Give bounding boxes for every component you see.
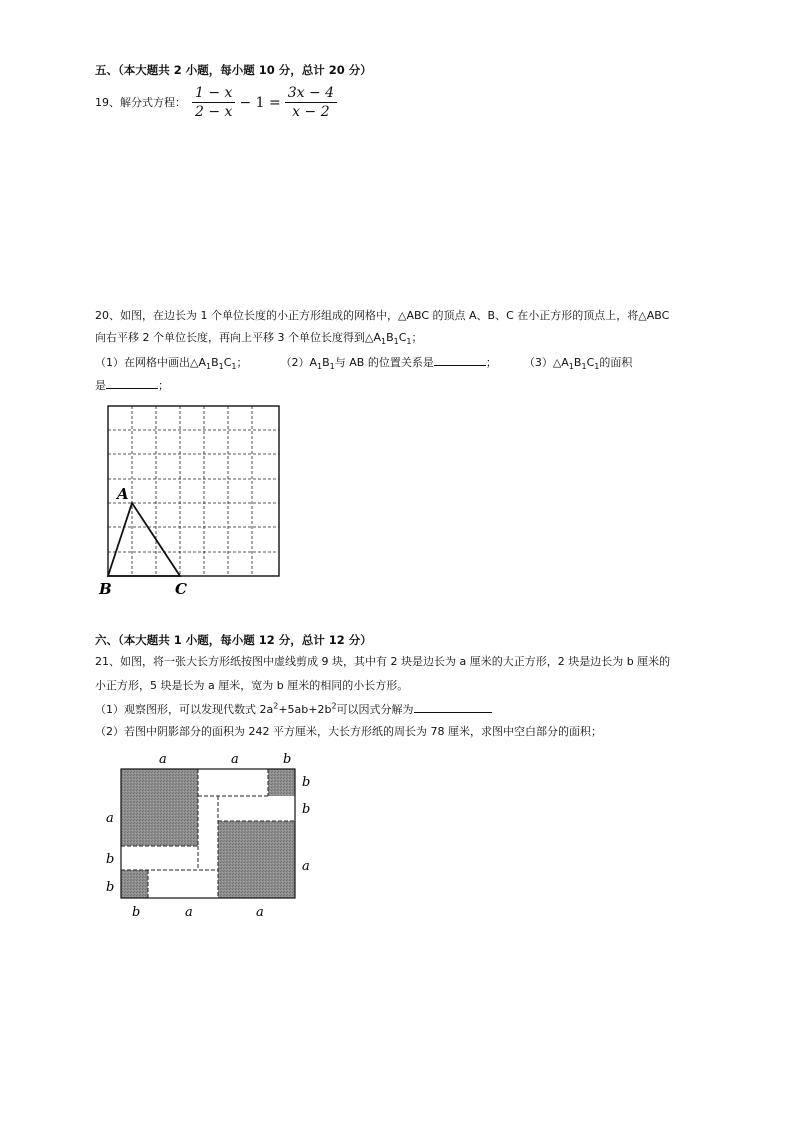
q20-line-2: 向右平移 2 个单位长度，再向上平移 3 个单位长度得到$\triangle A_1B_1C_1$；: [95, 331, 423, 347]
shaded-square-b-bottom: [121, 870, 148, 898]
q21-line-1: 21、如图，将一张大长方形纸按图中虚线剪成 9 块，其中有 2 块是边长为 a 厘米的大正方形，2 块是边长为 b 厘米的: [95, 655, 671, 668]
q20-parts-line: [95, 355, 632, 370]
question-19: [95, 86, 337, 119]
q21-line-2: 小正方形，5 块是长为 a 厘米，宽为 b 厘米的相同的小长方形。: [95, 679, 409, 692]
q20-part-3: $(3)\triangle A_1B_1C_1$的面积: [523, 356, 633, 372]
q20-part-2: $(2)A_1B_1$与 AB 的位置关系是 ；: [280, 356, 497, 372]
shaded-square-a-left: [121, 769, 198, 846]
label-right-b1: b: [302, 775, 311, 790]
q19-minus-one: − 1 =: [239, 94, 281, 111]
q20-line-4: 是 ；: [95, 379, 169, 392]
q20-line-1: 20、如图，在边长为 1 个单位长度的小正方形组成的网格中，△ABC 的顶点 A、B、C 在小正方形的顶点上，将△ABC: [95, 309, 670, 322]
section-6-title: 六、（本大题共 1 小题，每小题 12 分，总计 12 分）: [95, 633, 372, 647]
label-left-b1: b: [106, 852, 115, 867]
label-top-a1: a: [159, 752, 167, 767]
shaded-square-a-right: [218, 821, 295, 898]
q20-grid-figure: [95, 398, 295, 604]
q19-lhs-denominator: 2 − x: [195, 104, 233, 120]
q19-prefix: 19、解分式方程：: [95, 95, 186, 109]
section-5-title: 五、（本大题共 2 小题，每小题 10 分，总计 20 分）: [95, 63, 372, 77]
q19-rhs-denominator: x − 2: [292, 104, 330, 120]
label-right-a: a: [302, 859, 310, 874]
grid-border: [108, 406, 279, 576]
q19-rhs-fraction: [285, 86, 337, 119]
label-c: C: [175, 580, 187, 598]
label-top-a2: a: [231, 752, 239, 767]
label-left-a: a: [106, 811, 114, 826]
label-left-b2: b: [106, 880, 115, 895]
label-right-b2: b: [302, 802, 311, 817]
q21-part-1: （1）观察图形，可以发现代数式 $2a^2+5ab+2b^2$可以因式分解为: [95, 702, 492, 717]
q19-lhs-numerator: 1 − x: [192, 86, 235, 103]
label-bottom-a1: a: [185, 905, 193, 920]
q21-rectangle-figure: [100, 748, 330, 923]
q19-rhs-numerator: 3x − 4: [285, 86, 337, 103]
q21-part-2: （2）若图中阴影部分的面积为 242 平方厘米，大长方形纸的周长为 78 厘米，求图中空白部分的面积；: [95, 725, 602, 738]
label-b: B: [99, 580, 112, 598]
shaded-square-b-top: [268, 769, 295, 796]
label-a: A: [117, 485, 129, 503]
q19-lhs-fraction: [192, 86, 235, 119]
q20-answer-blank-2[interactable]: [434, 355, 486, 366]
label-top-b: b: [283, 752, 292, 767]
label-bottom-a2: a: [256, 905, 264, 920]
label-bottom-b: b: [132, 905, 141, 920]
q20-part-1: （1）在网格中画出$\triangle A_1B_1C_1$；: [95, 356, 248, 372]
q21-answer-blank-1[interactable]: [414, 702, 492, 713]
triangle-abc: [108, 503, 180, 576]
q20-answer-blank-3[interactable]: [106, 378, 158, 389]
